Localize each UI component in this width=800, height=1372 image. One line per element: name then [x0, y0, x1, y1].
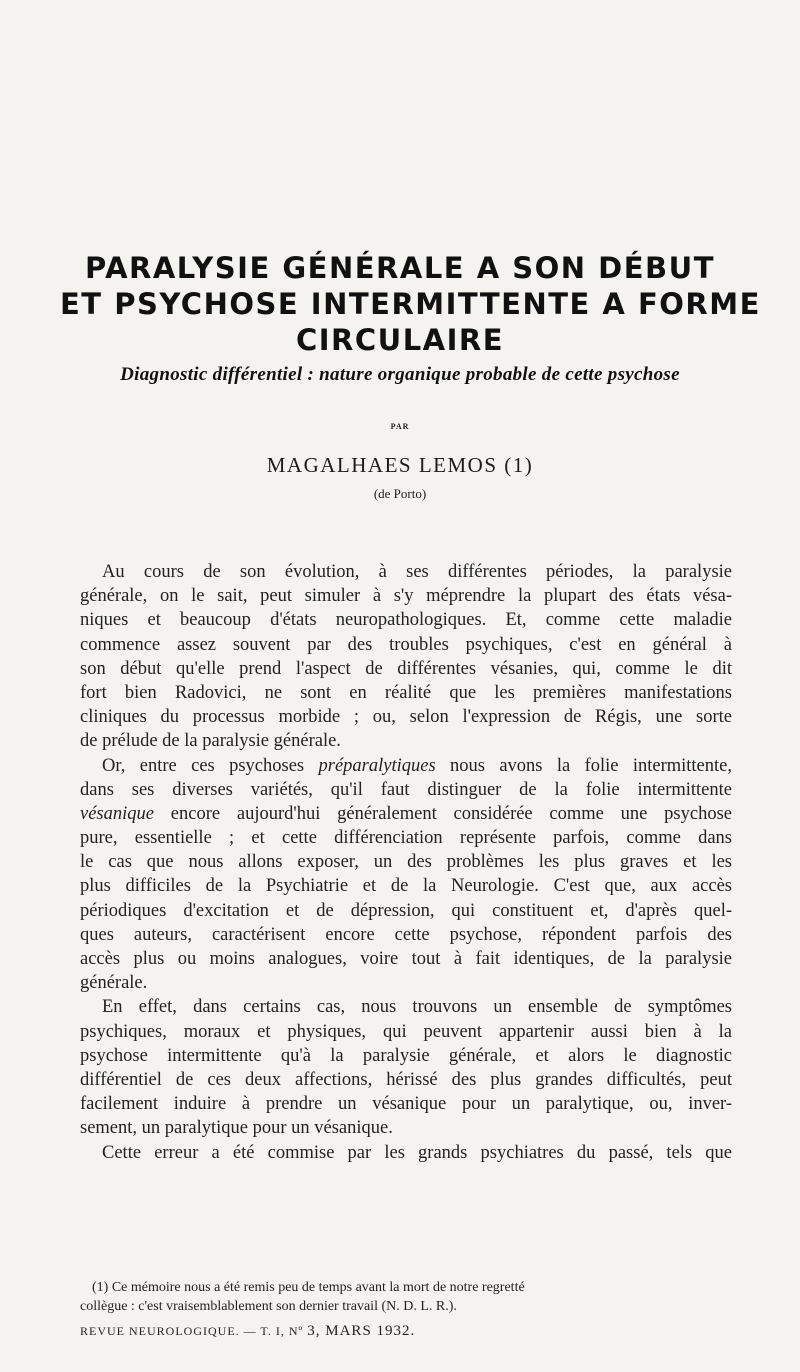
title-line-2: ET PSYCHOSE INTERMITTENTE A FORME: [60, 287, 761, 321]
body-line: différentiel de ces deux affections, hérissé des plus grandes difficultés, peut: [80, 1069, 732, 1090]
body-text: Or, entre ces psychoses: [102, 755, 319, 776]
author-affiliation: (de Porto): [373, 486, 427, 501]
body-line: niques et beaucoup d'états neuropathologiques. Et, comme cette maladie: [80, 610, 732, 631]
byline-par: PAR: [390, 422, 410, 431]
article-subtitle: Diagnostic différentiel : nature organique probable de cette psychose: [120, 364, 680, 385]
footnote-line: collègue : c'est vraisemblablement son dernier travail (N. D. L. R.).: [80, 1299, 457, 1314]
body-line: commence assez souvent par des troubles psychiques, c'est en général à: [80, 634, 732, 655]
body-text: encore aujourd'hui généralement considérée comme une psychose: [153, 803, 732, 824]
body-line: cliniques du processus morbide ; ou, selon l'expression de Régis, une sorte: [80, 707, 732, 728]
body-line: [80, 802, 732, 826]
body-line: ques auteurs, caractérisent encore cette psychose, répondent parfois des: [80, 924, 732, 945]
body-line: générale.: [80, 973, 148, 994]
footnote: [80, 1278, 732, 1316]
body-line: sement, un paralytique pour un vésanique.: [80, 1118, 393, 1139]
body-line: psychiques, moraux et physiques, qui peuvent appartenir aussi bien à la: [80, 1021, 732, 1042]
body-line: plus difficiles de la Psychiatrie et de la Neurologie. C'est que, aux accès: [80, 876, 732, 897]
body-line: Cette erreur a été commise par les grands psychiatres du passé, tels que: [102, 1142, 732, 1163]
title-line-3: CIRCULAIRE: [295, 323, 505, 357]
journal-name: REVUE NEUROLOGIQUE. — T. I, Nº: [80, 1324, 304, 1338]
body-line: le cas que nous allons exposer, un des problèmes les plus graves et les: [80, 852, 732, 873]
title-line-1: PARALYSIE GÉNÉRALE A SON DÉBUT: [85, 251, 715, 285]
article-body: [80, 560, 732, 1165]
body-line: Au cours de son évolution, à ses différentes périodes, la paralysie: [102, 562, 732, 582]
body-line: dans ses diverses variétés, qu'il faut distinguer de la folie intermittente: [80, 779, 732, 800]
body-line: pure, essentielle ; et cette différenciation représente parfois, comme dans: [80, 828, 732, 849]
body-line: psychose intermittente qu'à la paralysie générale, et alors le diagnostic: [80, 1045, 732, 1066]
issue-date: 3, MARS 1932.: [307, 1323, 416, 1339]
body-line: facilement induire à prendre un vésanique pour un paralytique, ou, inver-: [80, 1094, 732, 1115]
body-line: de prélude de la paralysie générale.: [80, 731, 341, 752]
footnote-line: (1) Ce mémoire nous a été remis peu de temps avant la mort de notre regretté: [92, 1280, 525, 1295]
body-text: nous avons la folie intermittente,: [435, 755, 732, 776]
body-line: [80, 754, 732, 778]
italic-term-preparalytiques: préparalytiques: [318, 755, 436, 776]
author-name: MAGALHAES LEMOS (1): [266, 453, 534, 477]
body-line: fort bien Radovici, ne sont en réalité que les premières manifestations: [80, 682, 732, 703]
body-line: générale, on le sait, peut simuler à s'y méprendre la plupart des états vésa-: [80, 586, 732, 607]
body-line: En effet, dans certains cas, nous trouvons un ensemble de symptômes: [102, 997, 732, 1018]
body-line: son début qu'elle prend l'aspect de différentes vésanies, qui, comme le dit: [80, 658, 732, 679]
body-line: périodiques d'excitation et de dépression, qui constituent et, d'après quel-: [80, 900, 732, 921]
body-line: accès plus ou moins analogues, voire tout à fait identiques, de la paralysie: [80, 949, 732, 969]
article-title: [60, 250, 761, 358]
running-foot: [80, 1323, 415, 1340]
italic-term-vesanique: vésanique: [80, 803, 154, 824]
